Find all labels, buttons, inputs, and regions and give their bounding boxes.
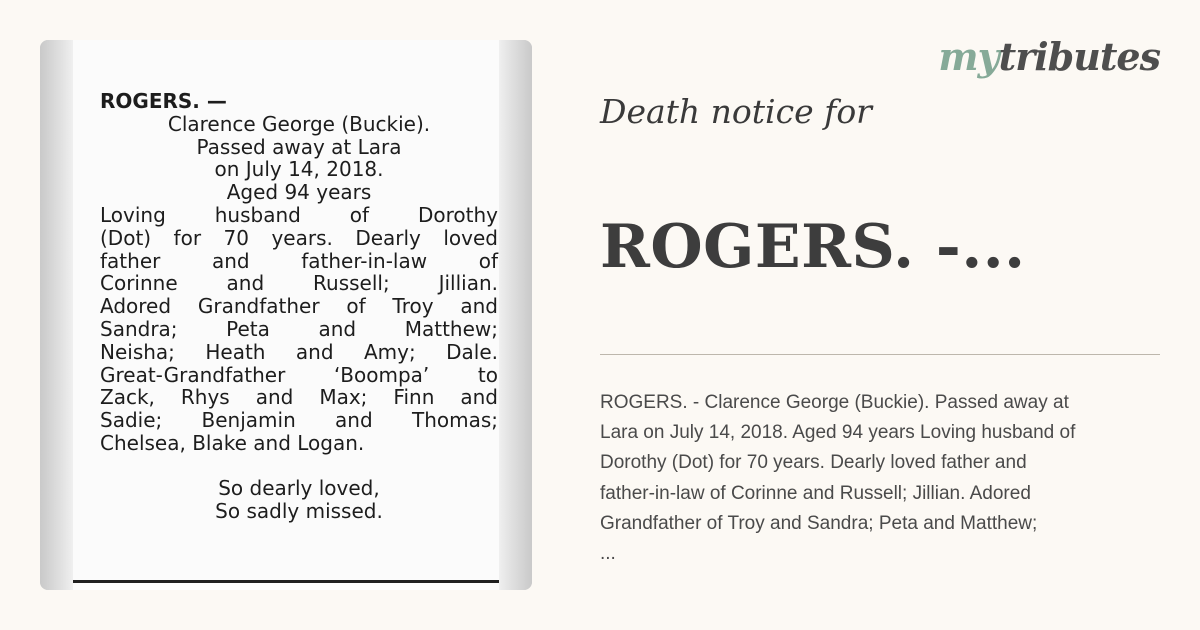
clipping-line: Aged 94 years (226, 180, 372, 205)
excerpt-line: Grandfather of Troy and Sandra; Peta and Matthew; (600, 512, 1038, 534)
clipping-line: Neisha; Heath and Amy; Dale. (100, 339, 498, 364)
clipping-line: Loving husband of Dorothy (100, 202, 498, 227)
clipping-line: Adored Grandfather of Troy and (100, 294, 498, 319)
clipping-shadow-left (40, 40, 74, 590)
clipping-line: So dearly loved, (218, 475, 380, 500)
clipping-line: Corinne and Russell; Jillian. (100, 271, 498, 296)
notice-excerpt (600, 388, 1160, 569)
clipping-spacer (88, 455, 498, 477)
notice-label: Death notice for (600, 92, 872, 131)
clipping-line: Passed away at Lara (196, 134, 402, 159)
clipping-line: Zack, Rhys and Max; Finn and (100, 385, 498, 410)
clipping-bottom-rule (73, 580, 499, 583)
logo-part-tributes: tributes (998, 34, 1160, 79)
clipping-shadow-right (498, 40, 532, 590)
notice-clipping-image (40, 40, 532, 590)
mytributes-logo (938, 34, 1160, 79)
clipping-line: father and father-in-law of (100, 248, 498, 273)
logo-part-my: my (938, 34, 999, 79)
clipping-text (88, 90, 498, 522)
clipping-line: (Dot) for 70 years. Dearly loved (100, 225, 498, 250)
clipping-line: Great-Grandfather ‘Boompa’ to (100, 362, 498, 387)
clipping-line: So sadly missed. (215, 498, 383, 523)
divider (600, 354, 1160, 355)
clipping-line: on July 14, 2018. (214, 157, 384, 182)
clipping-line: ROGERS. — (100, 89, 227, 113)
excerpt-line: father-in-law of Corinne and Russell; Jillian. Adored (600, 482, 1031, 504)
excerpt-line: Lara on July 14, 2018. Aged 94 years Loving husband of (600, 422, 1076, 444)
clipping-line: Sandra; Peta and Matthew; (100, 316, 498, 341)
deceased-name: ROGERS. -... (600, 212, 1026, 282)
excerpt-line: Dorothy (Dot) for 70 years. Dearly loved father and (600, 452, 1027, 474)
excerpt-line: ROGERS. - Clarence George (Buckie). Passed away at (600, 392, 1069, 413)
excerpt-line: ... (600, 543, 616, 565)
clipping-paper (73, 40, 499, 590)
clipping-line: Chelsea, Blake and Logan. (100, 430, 365, 455)
clipping-line: Clarence George (Buckie). (167, 111, 431, 136)
clipping-line: Sadie; Benjamin and Thomas; (100, 408, 498, 433)
